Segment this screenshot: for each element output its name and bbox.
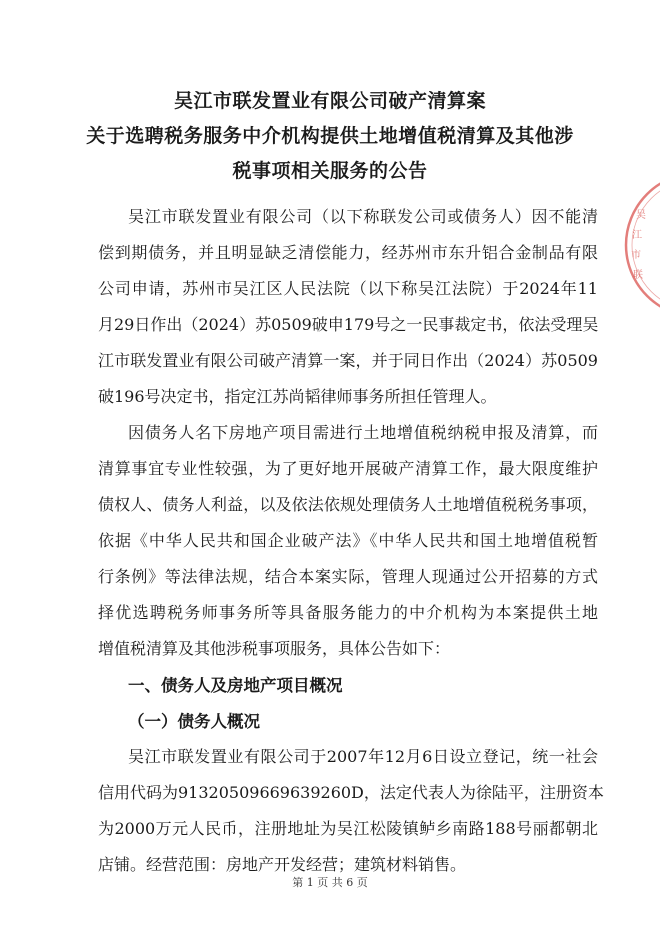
paragraph-3-line: 吴江市联发置业有限公司于2007年12月6日设立登记，统一社会 bbox=[128, 747, 598, 766]
paragraph-2-line: 因债务人名下房地产项目需进行土地增值税纳税申报及清算，而 bbox=[128, 423, 598, 442]
svg-text:市: 市 bbox=[631, 250, 641, 261]
svg-text:江: 江 bbox=[632, 230, 642, 241]
paragraph-2-line: 择优选聘税务师事务所等具备服务能力的中介机构为本案提供土地 bbox=[98, 603, 598, 622]
paragraph-3-line: 店铺。经营范围：房地产开发经营；建筑材料销售。 bbox=[98, 855, 467, 874]
paragraph-1-line: 江市联发置业有限公司破产清算一案，并于同日作出（2024）苏0509 bbox=[98, 351, 598, 370]
paragraph-1-line: 吴江市联发置业有限公司（以下称联发公司或债务人）因不能清 bbox=[128, 207, 598, 226]
paragraph-2-line: 增值税清算及其他涉税事项服务，具体公告如下： bbox=[98, 639, 451, 658]
paragraph-1-line: 公司申请，苏州市吴江区人民法院（以下称吴江法院）于2024年11 bbox=[98, 279, 598, 298]
svg-text:吴: 吴 bbox=[636, 210, 646, 221]
paragraph-1-line: 偿到期债务，并且明显缺乏清偿能力，经苏州市东升铝合金制品有限 bbox=[98, 243, 598, 262]
paragraph-3-line: 为2000万元人民币，注册地址为吴江松陵镇鲈乡南路188号丽都朝北 bbox=[98, 819, 598, 838]
svg-text:联: 联 bbox=[633, 270, 643, 281]
paragraph-1-line: 破196号决定书，指定江苏尚韬律师事务所担任管理人。 bbox=[98, 387, 497, 406]
seal-stamp bbox=[618, 180, 660, 310]
paragraph-1-line: 月29日作出（2024）苏0509破申179号之一民事裁定书，依法受理吴 bbox=[98, 315, 599, 334]
title-line-1: 吴江市联发置业有限公司破产清算案 bbox=[173, 90, 486, 112]
paragraph-2-line: 清算事宜专业性较强，为了更好地开展破产清算工作，最大限度维护 bbox=[98, 459, 598, 478]
paragraph-2-line: 依据《中华人民共和国企业破产法》《中华人民共和国土地增值税暂 bbox=[98, 531, 598, 550]
title-line-2: 关于选聘税务服务中介机构提供土地增值税清算及其他涉 bbox=[86, 125, 574, 147]
page-number-footer: 第 1 页 共 6 页 bbox=[292, 876, 368, 889]
section-heading: 一、债务人及房地产项目概况 bbox=[128, 676, 343, 695]
paragraph-2-line: 债权人、债务人利益，以及依法依规处理债务人土地增值税税务事项， bbox=[98, 495, 598, 514]
subsection-heading: （一）债务人概况 bbox=[128, 712, 260, 731]
title-line-3: 税事项相关服务的公告 bbox=[232, 160, 428, 182]
paragraph-2-line: 行条例》等法律法规，结合本案实际，管理人现通过公开招募的方式 bbox=[98, 567, 598, 586]
paragraph-3-line: 信用代码为91320509669639260D，法定代表人为徐陆平，注册资本 bbox=[98, 783, 604, 802]
